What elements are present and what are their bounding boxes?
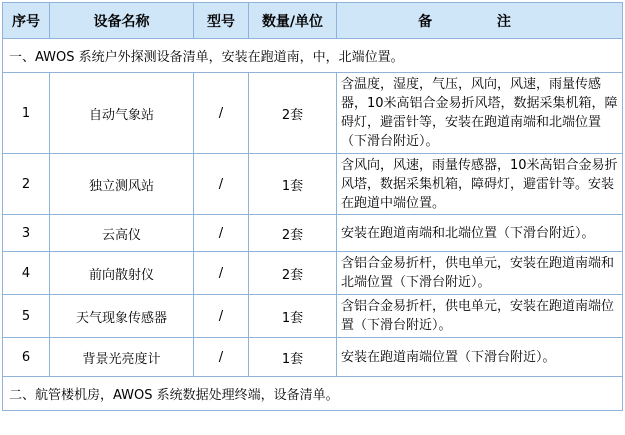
header-remark-label: 备 注 xyxy=(418,13,541,30)
section-row xyxy=(3,39,623,73)
table-row xyxy=(3,73,623,154)
row-name: 天气现象传感器 xyxy=(50,295,194,338)
section-heading-2: 二、航管楼机房，AWOS 系统数据处理终端，设备清单。 xyxy=(3,377,623,411)
row-qty: 1套 xyxy=(249,338,337,377)
row-model: / xyxy=(194,338,249,377)
section-row xyxy=(3,377,623,411)
table-row xyxy=(3,252,623,295)
row-qty: 1套 xyxy=(249,154,337,215)
row-seq: 6 xyxy=(3,338,50,377)
row-remark: 安装在跑道南端和北端位置（下滑台附近）。 xyxy=(337,215,623,252)
header-qty: 数量/单位 xyxy=(249,3,337,39)
header-row xyxy=(3,3,623,39)
header-remark xyxy=(337,3,623,39)
row-model: / xyxy=(194,295,249,338)
row-remark: 含温度，湿度，气压，风向，风速，雨量传感器，10米高铝合金易折风塔，数据采集机箱，障碍灯，避雷针等，安装在跑道南端和北端位置（下滑台附近）。 xyxy=(337,73,623,154)
table-row xyxy=(3,295,623,338)
row-qty: 1套 xyxy=(249,295,337,338)
header-seq: 序号 xyxy=(3,3,50,39)
row-seq: 1 xyxy=(3,73,50,154)
table-row xyxy=(3,338,623,377)
row-seq: 2 xyxy=(3,154,50,215)
row-name: 独立测风站 xyxy=(50,154,194,215)
row-name: 前向散射仪 xyxy=(50,252,194,295)
row-qty: 2套 xyxy=(249,215,337,252)
section-heading-1: 一、AWOS 系统户外探测设备清单，安装在跑道南，中，北端位置。 xyxy=(3,39,623,73)
table-row xyxy=(3,215,623,252)
row-seq: 3 xyxy=(3,215,50,252)
row-seq: 5 xyxy=(3,295,50,338)
row-name: 云高仪 xyxy=(50,215,194,252)
header-name: 设备名称 xyxy=(50,3,194,39)
row-name: 背景光亮度计 xyxy=(50,338,194,377)
row-model: / xyxy=(194,154,249,215)
row-name: 自动气象站 xyxy=(50,73,194,154)
equipment-table xyxy=(2,2,623,411)
row-model: / xyxy=(194,215,249,252)
row-remark: 含风向，风速，雨量传感器，10米高铝合金易折风塔，数据采集机箱，障碍灯，避雷针等。安装在跑道中端位置。 xyxy=(337,154,623,215)
row-seq: 4 xyxy=(3,252,50,295)
row-remark: 安装在跑道南端位置（下滑台附近）。 xyxy=(337,338,623,377)
row-model: / xyxy=(194,73,249,154)
row-remark: 含铝合金易折杆，供电单元，安装在跑道南端和北端位置（下滑台附近）。 xyxy=(337,252,623,295)
header-model: 型号 xyxy=(194,3,249,39)
table-row xyxy=(3,154,623,215)
row-model: / xyxy=(194,252,249,295)
row-qty: 2套 xyxy=(249,73,337,154)
row-remark: 含铝合金易折杆，供电单元，安装在跑道南端位置（下滑台附近）。 xyxy=(337,295,623,338)
row-qty: 2套 xyxy=(249,252,337,295)
